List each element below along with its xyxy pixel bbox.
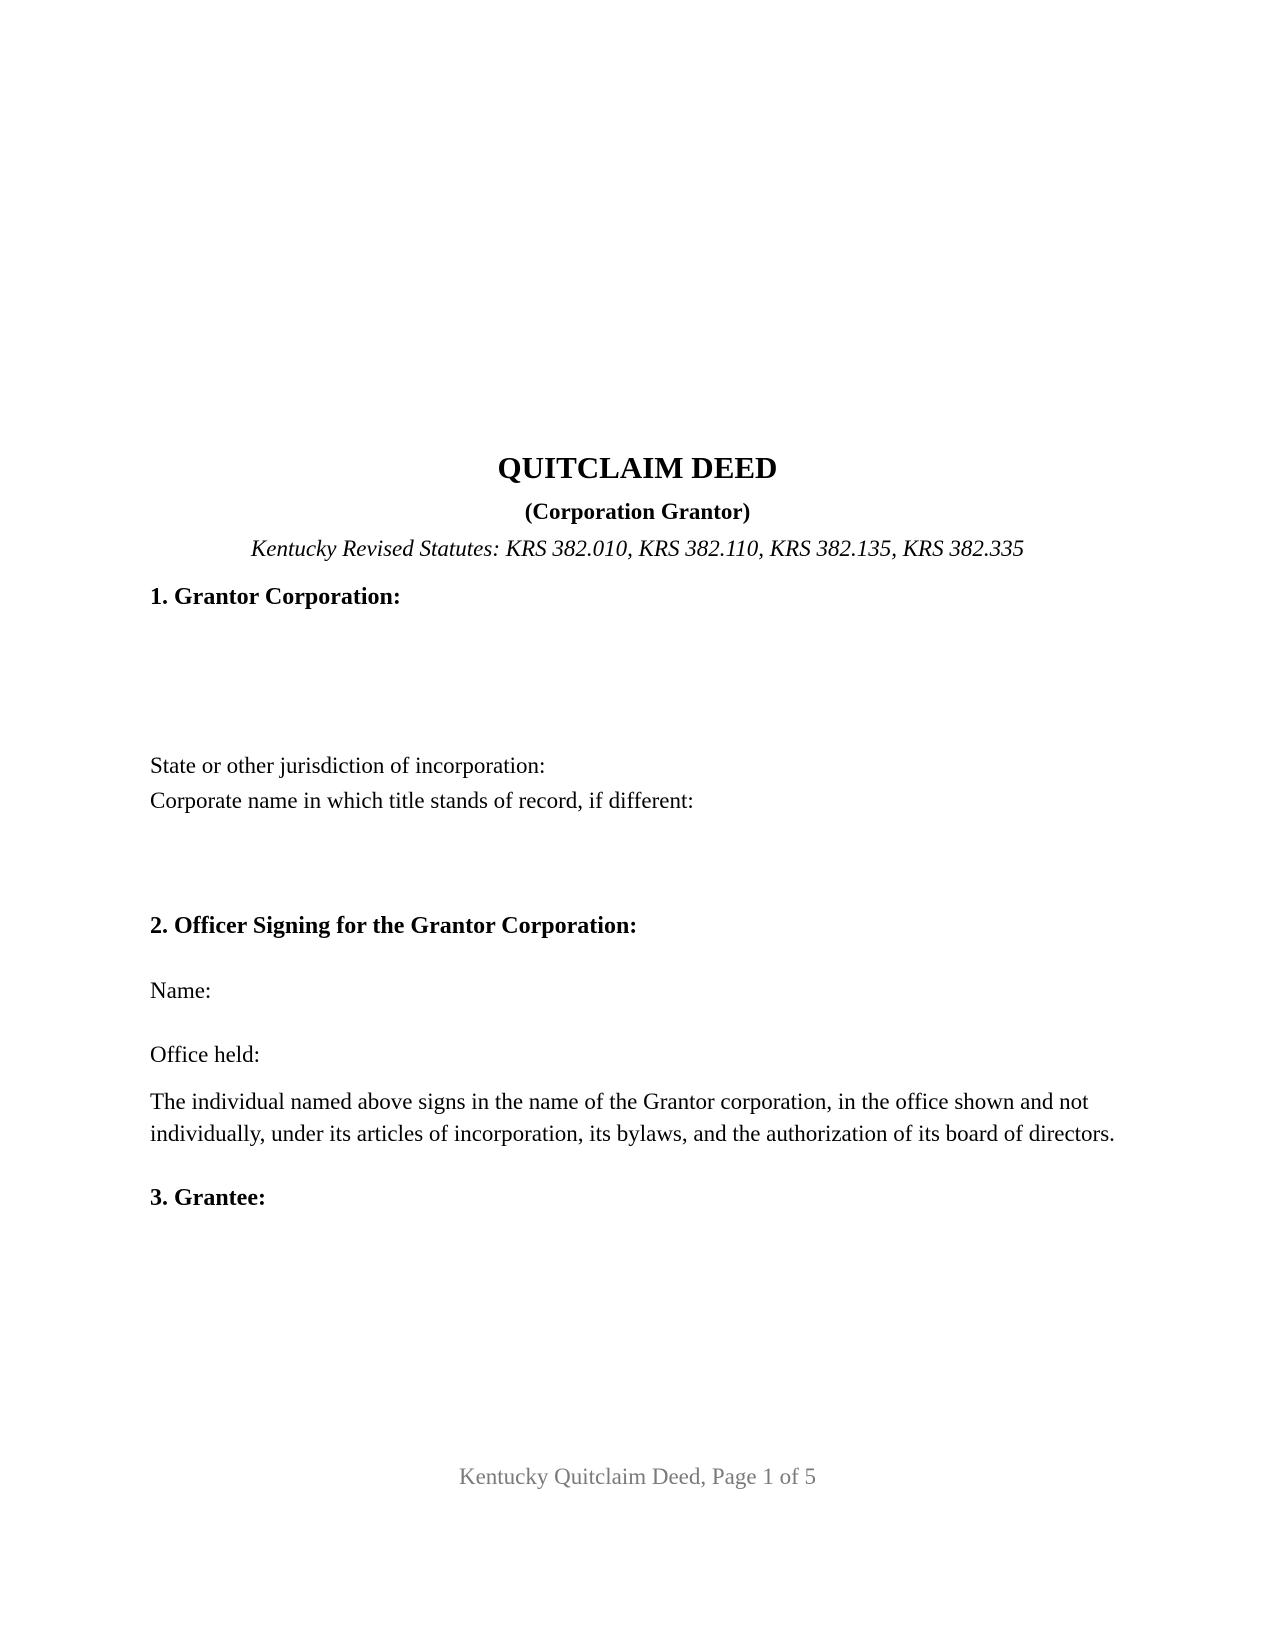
jurisdiction-label: State or other jurisdiction of incorporation: bbox=[150, 753, 546, 778]
section-heading-officer: 2. Officer Signing for the Grantor Corporation: bbox=[150, 913, 638, 939]
document-title: QUITCLAIM DEED bbox=[497, 450, 778, 485]
page-footer: Kentucky Quitclaim Deed, Page 1 of 5 bbox=[458, 1464, 817, 1489]
document-subtitle: (Corporation Grantor) bbox=[524, 499, 751, 524]
officer-authority-paragraph: The individual named above signs in the name of the Grantor corporation, in the office shown and not individually, under its articles of incorporation, its bylaws, and the authorization of its board of directors. bbox=[150, 1089, 1115, 1146]
corporate-name-label: Corporate name in which title stands of record, if different: bbox=[150, 788, 694, 813]
officer-name-label: Name: bbox=[150, 978, 212, 1003]
section-heading-grantor-corporation: 1. Grantor Corporation: bbox=[150, 584, 401, 610]
office-held-label: Office held: bbox=[150, 1042, 261, 1067]
section-heading-grantee: 3. Grantee: bbox=[150, 1185, 266, 1211]
statutes-reference: Kentucky Revised Statutes: KRS 382.010, KRS 382.110, KRS 382.135, KRS 382.335 bbox=[250, 536, 1025, 561]
